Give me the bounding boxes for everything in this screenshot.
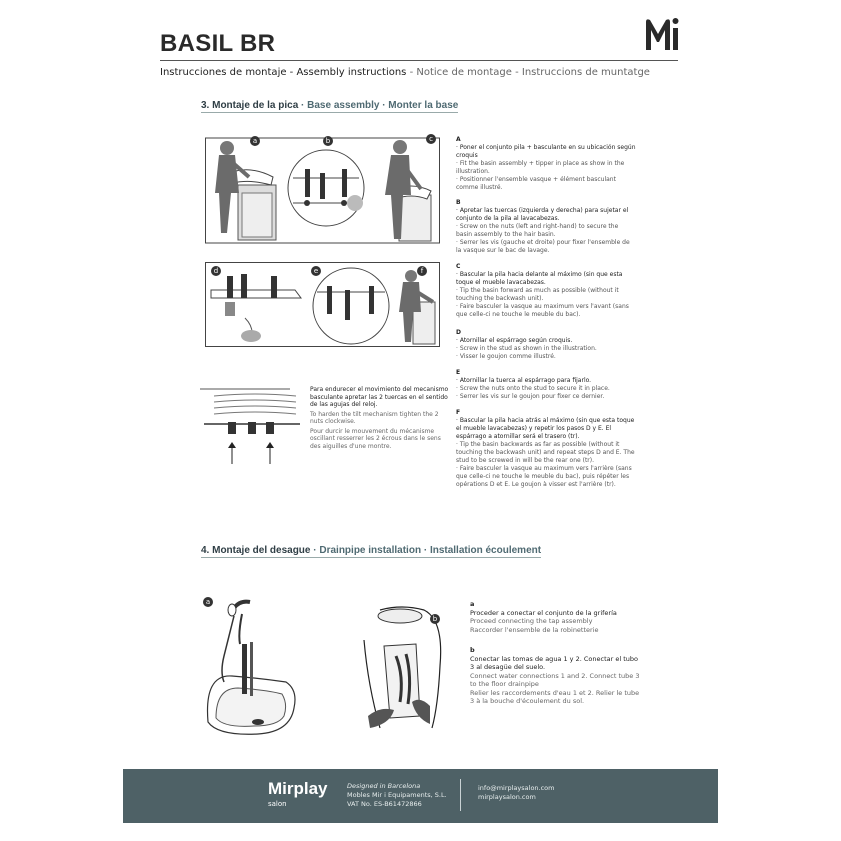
step-letter: C — [456, 263, 461, 270]
footer-designed: Designed in Barcelona — [347, 782, 421, 790]
step-e — [456, 369, 636, 401]
step-text-fr: · Serrer les vis sur le goujon pour fixer ce dernier. — [456, 393, 605, 400]
figure-badge-c: c — [426, 134, 436, 144]
step-text-es: · Bascular la pila hacia atrás al máximo (sin que esta toque el mueble lavacabezas) y repetir los pasos D y E. El espárrago a atornillar será el trasero (tr). — [456, 417, 635, 440]
step-text-fr: · Visser le goujon comme illustré. — [456, 353, 556, 360]
step-text-es: · Atornillar el espárrago según croquis. — [456, 337, 573, 344]
step-text-es: · Apretar las tuercas (izquierda y derecha) para sujetar el conjunto de la pila al lavacabezas. — [456, 207, 629, 222]
drain-step-letter: a — [470, 600, 475, 608]
drain-step-text-fr: Relier les raccordements d'eau 1 et 2. Relier le tube 3 à la bouche d'écoulement du sol. — [470, 688, 640, 705]
step-text-en: · Tip the basin forward as much as possible (without it touching the backwash unit). — [456, 287, 619, 302]
water-connections-illustration — [360, 606, 445, 731]
mirplay-logo-mark — [644, 16, 680, 52]
tilt-mechanism-illustration — [200, 384, 305, 469]
section-3-heading-rest: · Base assembly · Monter la base — [298, 100, 459, 111]
product-title: BASIL BR — [160, 30, 276, 57]
tap-assembly-illustration — [198, 594, 298, 739]
drain-step-text-es: Proceder a conectar el conjunto de la grifería — [470, 608, 617, 617]
footer-logo: Mirplay — [268, 779, 328, 798]
step-letter: A — [456, 136, 461, 143]
step-letter: F — [456, 409, 461, 416]
drain-step-text-en: Proceed connecting the tap assembly — [470, 617, 593, 625]
step-text-fr: · Faire basculer la vasque au maximum vers l'avant (sans que celle-ci ne touche le meuble du bac). — [456, 303, 629, 318]
person-placing-basin-figure — [215, 141, 276, 240]
drain-step-text-en: Connect water connections 1 and 2. Connect tube 3 to the floor drainpipe — [470, 671, 640, 688]
base-assembly-illustration-top — [205, 133, 440, 248]
step-f — [456, 409, 636, 489]
step-text-fr: · Positionner l'ensemble vasque + élément basculant comme illustré. — [456, 176, 616, 191]
figure-badge-e: e — [311, 266, 321, 276]
header-rule — [160, 60, 678, 61]
drain-figure-badge-a: a — [203, 597, 213, 607]
step-text-en: · Tip the basin backwards as far as possible (without it touching the backwash unit) and repeat steps D and E. The stud to be screwed in will be the rear one (tr). — [456, 441, 635, 464]
section-3-heading-lead: 3. Montaje de la pica — [201, 100, 299, 111]
step-b — [456, 199, 636, 255]
step-text-fr: · Faire basculer la vasque au maximum vers l'arrière (sans que celle-ci ne touche le meuble du bac), puis répéter les opérations D et E. Le goujon à visser est l'arrière (tr). — [456, 465, 632, 488]
footer-contact — [478, 784, 554, 802]
figure-badge-a: a — [250, 136, 260, 146]
stud-detail-left — [211, 274, 301, 342]
figure-badge-f: f — [417, 266, 427, 276]
drain-step-a — [470, 600, 640, 634]
footer-vat: VAT No. ES-B61472866 — [347, 800, 422, 808]
section-4-heading — [201, 545, 541, 558]
stud-detail-circle — [313, 268, 389, 344]
figure-badge-b: b — [323, 136, 333, 146]
subtitle-primary: Instrucciones de montaje - Assembly instructions — [160, 67, 407, 78]
step-text-fr: · Serrer les vis (gauche et droite) pour fixer l'ensemble de la vasque sur le bac de lavage. — [456, 239, 630, 254]
step-c — [456, 263, 636, 319]
step-text-en: · Screw in the stud as shown in the illustration. — [456, 345, 597, 352]
person-adjusting-figure — [399, 270, 435, 344]
note-en: To harden the tilt mechanism tighten the 2 nuts clockwise. — [310, 410, 439, 425]
drain-step-text-es: Conectar las tomas de agua 1 y 2. Conectar el tubo 3 al desagüe del suelo. — [470, 654, 638, 671]
drain-step-text-fr: Raccorder l'ensemble de la robinetterie — [470, 625, 599, 634]
step-text-en: · Screw the nuts onto the stud to secure it in place. — [456, 385, 610, 392]
step-letter: D — [456, 329, 461, 336]
footer-band — [123, 769, 718, 823]
base-assembly-illustration-bottom — [205, 262, 440, 347]
note-es: Para endurecer el movimiento del mecanismo basculante apretar las 2 tuercas en el sentido de las agujas del reloj. — [310, 386, 449, 408]
step-text-es: · Atornillar la tuerca al espárrago para fijarlo. — [456, 377, 592, 384]
section-3-heading — [201, 100, 458, 113]
step-d — [456, 329, 636, 361]
footer-web-link[interactable]: mirplaysalon.com — [478, 793, 536, 801]
drain-step-b — [470, 646, 640, 706]
step-a — [456, 136, 636, 192]
footer-separator — [460, 779, 461, 811]
figure-badge-d: d — [211, 266, 221, 276]
footer-company-info — [347, 782, 447, 809]
nut-detail-circle — [288, 150, 364, 226]
step-text-en: · Fit the basin assembly + tipper in place as show in the illustration. — [456, 160, 625, 175]
subtitle-secondary: - Notice de montage - Instruccions de muntatge — [406, 67, 650, 78]
section-4-heading-rest: · Drainpipe installation · Installation écoulement — [310, 545, 542, 556]
step-text-es: · Poner el conjunto pila + basculante en su ubicación según croquis — [456, 144, 636, 159]
drain-figure-badge-b: b — [430, 614, 440, 624]
step-text-es: · Bascular la pila hacia delante al máximo (sin que esta toque el mueble lavacabezas. — [456, 271, 623, 286]
footer-logo-subtitle: salon — [268, 800, 287, 808]
subtitle — [160, 67, 650, 78]
section-4-heading-lead: 4. Montaje del desague — [201, 545, 311, 556]
drain-step-letter: b — [470, 646, 475, 654]
step-letter: B — [456, 199, 461, 206]
footer-email-link[interactable]: info@mirplaysalon.com — [478, 784, 555, 792]
step-letter: E — [456, 369, 461, 376]
footer-company: Mobles Mir i Equipaments, S.L. — [347, 791, 447, 799]
note-fr: Pour durcir le mouvement du mécanisme oscillant resserrer les 2 écrous dans le sens des aiguilles d'une montre. — [310, 427, 441, 450]
step-text-en: · Screw on the nuts (left and right-hand) to secure the basin assembly to the hair basin. — [456, 223, 619, 238]
tilt-mechanism-note — [310, 386, 450, 452]
